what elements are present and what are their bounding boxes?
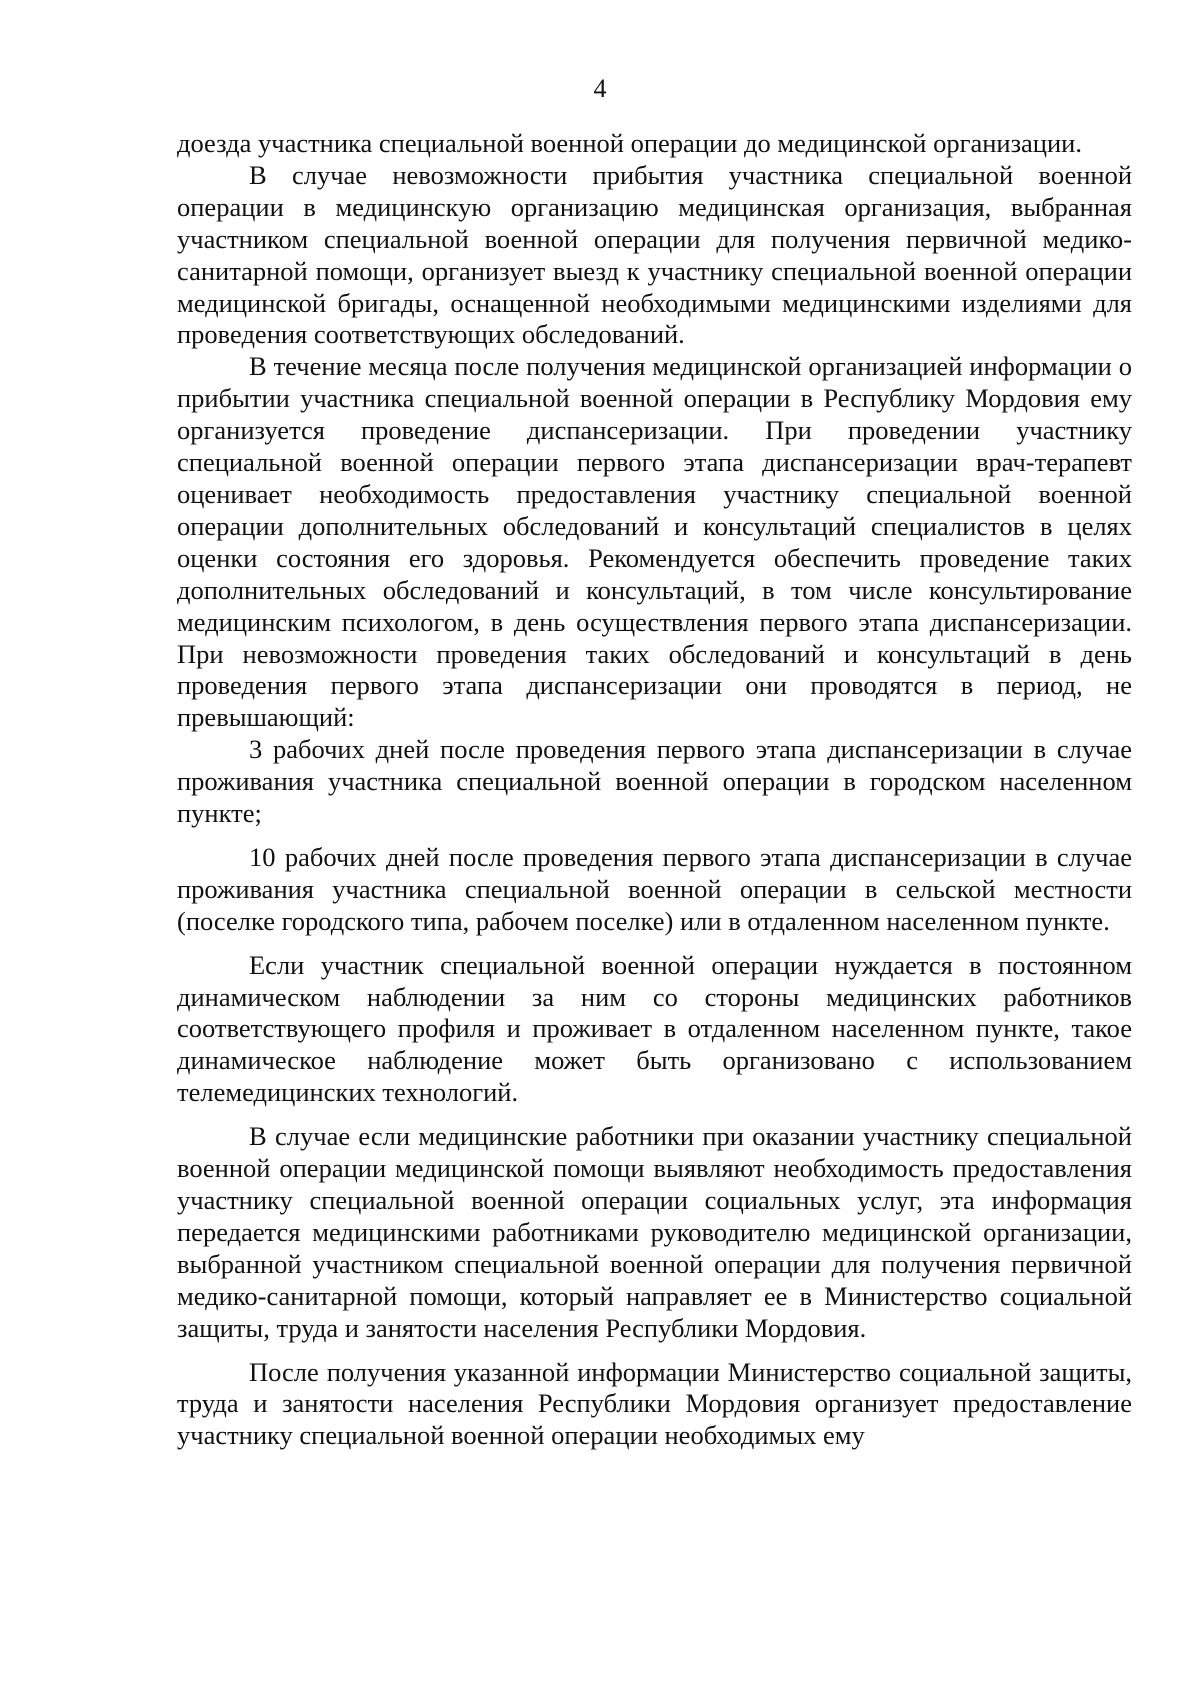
paragraph-continuation: доезда участника специальной военной операции до медицинской организации. (177, 128, 1082, 158)
paragraph: Если участник специальной военной операции нуждается в постоянном динамическом наблюдении за ним со стороны медицинских работников соответствующего профиля и проживает в отдаленном населенном пункте, такое динамическое наблюдение может быть организовано с использованием телемедицинских технологий. (177, 949, 1132, 1108)
paragraph-continued-next-page: После получения указанной информации Министерство социальной защиты, труда и занятости населения Республики Мордовия организует предоставление участнику специальной военной операции необходимых ему (177, 1356, 1132, 1451)
paragraph: В случае если медицинские работники при оказании участнику специальной военной операции медицинской помощи выявляют необходимость предоставления участнику специальной военной операции социальных услуг, эта информация передается медицинскими работниками руководителю медицинской организации, выбранной участником специальной военной операции для получения первичной медико-санитарной помощи, который направляет ее в Министерство социальной защиты, труда и занятости населения Республики Мордовия. (177, 1121, 1132, 1343)
page-number: 4 (593, 74, 607, 103)
paragraph: В течение месяца после получения медицинской организацией информации о прибытии участника специальной военной операции в Республику Мордовия ему организуется проведение диспансеризации. При проведении участнику специальной военной операции первого этапа диспансеризации врач-терапевт оценивает необходимость предоставления участнику специальной военной операции дополнительных обследований и консультаций специалистов в целях оценки состояния его здоровья. Рекомендуется обеспечить проведение таких дополнительных обследований и консультаций, в том числе консультирование медицинским психологом, в день осуществления первого этапа диспансеризации. При невозможности проведения таких обследований и консультаций в день проведения первого этапа диспансеризации они проводятся в период, не превышающий: (177, 351, 1132, 733)
paragraph: В случае невозможности прибытия участника специальной военной операции в медицинскую организацию медицинская организация, выбранная участником специальной военной операции для получения первичной медико-санитарной помощи, организует выезд к участнику специальной военной операции медицинской бригады, оснащенной необходимыми медицинскими изделиями для проведения соответствующих обследований. (177, 159, 1132, 350)
paragraph-list-item: 10 рабочих дней после проведения первого этапа диспансеризации в случае проживания участника специальной военной операции в сельской местности (поселке городского типа, рабочем поселке) или в отдаленном населенном пункте. (177, 841, 1132, 936)
paragraph-list-item: 3 рабочих дней после проведения первого этапа диспансеризации в случае проживания участника специальной военной операции в городском населенном пункте; (177, 734, 1132, 829)
document-body (177, 128, 1132, 1452)
